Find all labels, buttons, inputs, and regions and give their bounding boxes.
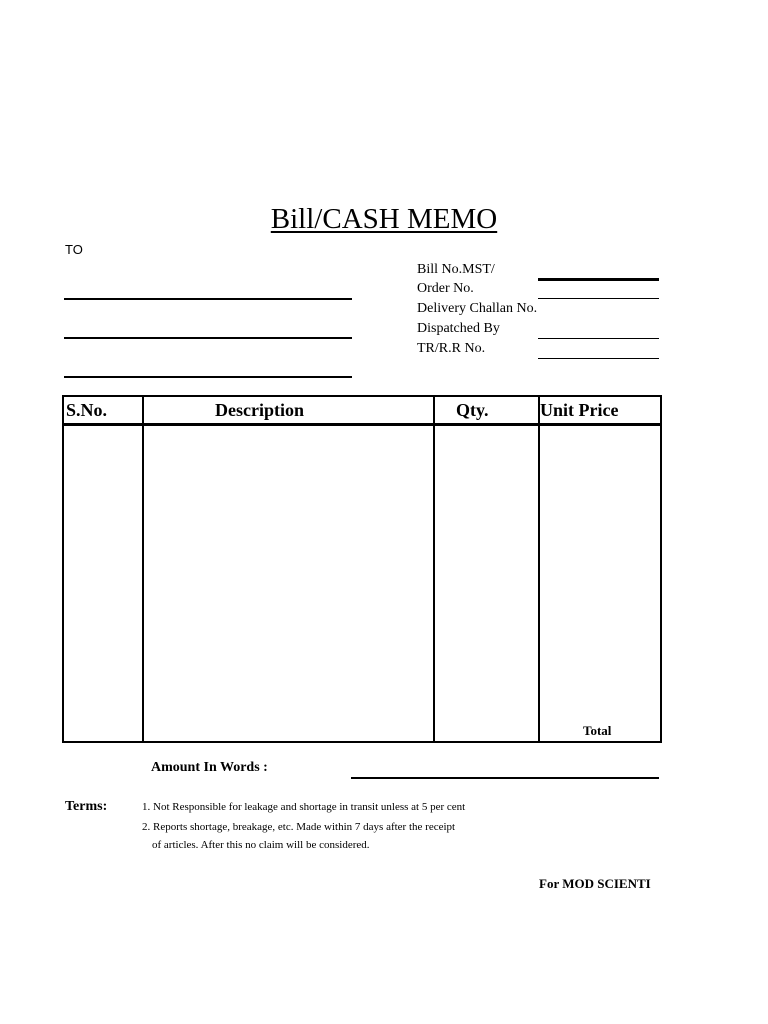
address-line-3 xyxy=(64,376,352,378)
term-item-2: 2. Reports shortage, breakage, etc. Made within 7 days after the receipt xyxy=(142,821,456,833)
company-signature-label: For MOD SCIENTI xyxy=(539,876,651,891)
header-sno: S.No. xyxy=(66,400,108,420)
amount-in-words-line xyxy=(351,777,659,779)
document-title: Bill/CASH MEMO xyxy=(270,203,498,235)
tr-rr-no-line xyxy=(538,358,659,359)
address-line-2 xyxy=(64,337,352,339)
to-label: TO xyxy=(65,242,83,257)
address-line-1 xyxy=(64,298,352,300)
bill-no-line xyxy=(538,278,659,281)
column-divider xyxy=(142,397,144,741)
term-item-3: of articles. After this no claim will be considered. xyxy=(152,839,370,851)
tr-rr-no-label: TR/R.R No. xyxy=(417,341,486,356)
dispatched-by-line xyxy=(538,338,659,339)
header-description: Description xyxy=(215,400,304,420)
bill-no-label: Bill No.MST/ xyxy=(417,262,495,277)
header-qty: Qty. xyxy=(456,400,489,420)
order-no-label: Order No. xyxy=(417,281,474,296)
dispatched-by-label: Dispatched By xyxy=(417,321,500,336)
term-item-1: 1. Not Responsible for leakage and shortage in transit unless at 5 per cent xyxy=(142,801,466,813)
total-label: Total xyxy=(583,723,612,738)
header-unit-price: Unit Price xyxy=(540,400,619,420)
amount-in-words-label: Amount In Words : xyxy=(151,760,268,775)
items-table xyxy=(62,395,662,743)
column-divider xyxy=(538,397,540,741)
order-no-line xyxy=(538,298,659,299)
column-divider xyxy=(433,397,435,741)
terms-label: Terms: xyxy=(65,799,108,814)
delivery-challan-label: Delivery Challan No. xyxy=(417,301,538,316)
